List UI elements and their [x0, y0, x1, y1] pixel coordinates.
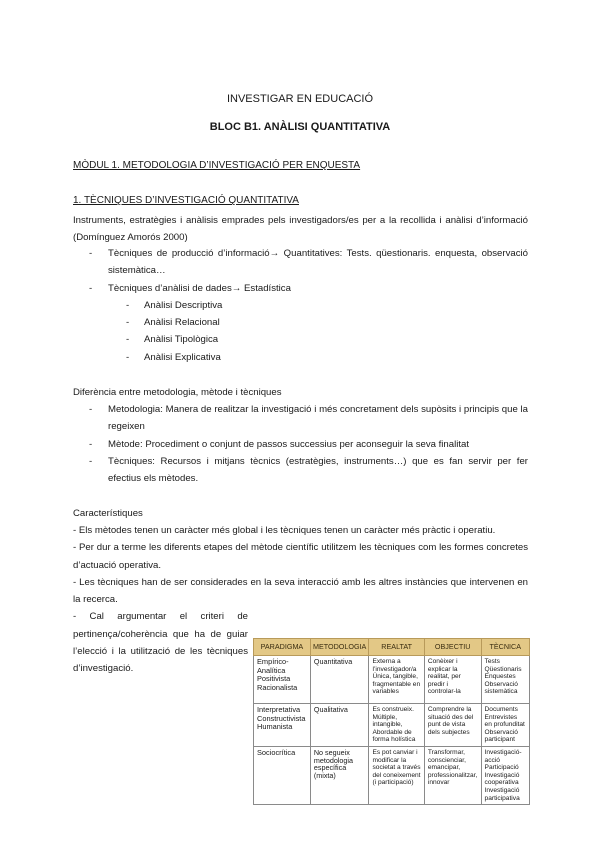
- table-cell: Tests Qüestionaris Enquestes Observació sistemàtica: [481, 656, 529, 704]
- table-cell: Quantitativa: [310, 656, 369, 704]
- difference-list: [73, 401, 528, 487]
- table-row: [254, 656, 530, 704]
- paradigm-table: [253, 638, 530, 805]
- table-cell: Documents Entrevistes en profunditat Observació participant: [481, 704, 529, 747]
- difference-heading: Diferència entre metodologia, mètode i tècniques: [73, 387, 282, 398]
- list-item: - Tècniques d’anàlisi de dades→ Estadística: [89, 282, 291, 294]
- section-intro: Instruments, estratègies i anàlisis emprades pels investigadors/es per a la recollida i anàlisi d’informació (Domínguez Amorós 2000): [73, 215, 528, 244]
- table-cell: Interpretativa Constructivista Humanista: [254, 704, 311, 747]
- table-cell: Es pot canviar i modificar la societat a través del coneixement (i participació): [369, 746, 424, 804]
- document-title: INVESTIGAR EN EDUCACIÓ: [226, 93, 374, 105]
- table-row: [254, 746, 530, 804]
- table-cell: Externa a l’investigador/a Única, tangible, fragmentable en variables: [369, 656, 424, 704]
- table-cell: Conèixer i explicar la realitat, per predir i controlar-la: [424, 656, 481, 704]
- table-cell: Investigació-acció Participació Investigació cooperativa Investigació participativa: [481, 746, 529, 804]
- table-row: [254, 704, 530, 747]
- table-header: REALTAT: [369, 639, 424, 656]
- table-header: OBJECTIU: [424, 639, 481, 656]
- sub-list-item: - Anàlisi Tipològica: [126, 334, 219, 346]
- section-heading: 1. TÈCNIQUES D’INVESTIGACIÓ QUANTITATIVA: [73, 195, 299, 206]
- techniques-list: [73, 245, 528, 366]
- table-cell: Comprendre la situació des del punt de vista dels subjectes: [424, 704, 481, 747]
- list-item: - Cal argumentar el criteri de pertinença/coherència que ha de guiar l’elecció i la utilització de les tècniques d’investigació.: [73, 611, 248, 675]
- table-cell: Sociocrítica: [254, 746, 311, 804]
- table-header: TÈCNICA: [481, 639, 529, 656]
- table-cell: Empírico-Analítica Positivista Racionalista: [254, 656, 311, 704]
- table-header: METODOLOGIA: [310, 639, 369, 656]
- table-cell: Transformar, conscienciar, emancipar, professionalitzar, innovar: [424, 746, 481, 804]
- list-item: - Tècniques de producció d’informació→ Quantitatives: Tests. qüestionaris. enquesta, observació sistemàtica…: [89, 248, 528, 277]
- list-item: - Els mètodes tenen un caràcter més global i les tècniques tenen un caràcter més pràctic i operatiu.: [73, 525, 496, 536]
- module-heading: MÒDUL 1. METODOLOGIA D’INVESTIGACIÓ PER ENQUESTA: [73, 160, 361, 171]
- table-cell: No segueix metodologia específica (mixta): [310, 746, 369, 804]
- table-header-row: [254, 639, 530, 656]
- list-item: - Mètode: Procediment o conjunt de passos successius per aconseguir la seva finalitat: [89, 438, 470, 450]
- sub-list-item: - Anàlisi Explicativa: [126, 351, 221, 363]
- list-item: - Metodologia: Manera de realitzar la investigació i més concretament dels supòsits i principis que la regeixen: [89, 404, 528, 433]
- table-cell: Es construeix. Múltiple, intangible, Abordable de forma holística: [369, 704, 424, 747]
- bloc-title: BLOC B1. ANÀLISI QUANTITATIVA: [209, 121, 391, 133]
- table-header: PARADIGMA: [254, 639, 311, 656]
- sub-list-item: - Anàlisi Descriptiva: [126, 299, 223, 311]
- list-item: - Les tècniques han de ser considerades en la seva interacció amb les altres instàncies que intervenen en la recerca.: [73, 576, 528, 606]
- list-item: - Per dur a terme les diferents etapes del mètode científic utilitzem les tècniques com les formes concretes d’actuació operativa.: [73, 542, 528, 571]
- characteristics-heading: Característiques: [73, 508, 143, 519]
- table-cell: Qualitativa: [310, 704, 369, 747]
- list-item: - Tècniques: Recursos i mitjans tècnics (estratègies, instruments…) que es fan servir per fer efectius els mètodes.: [89, 455, 528, 485]
- sub-list-item: - Anàlisi Relacional: [126, 317, 220, 329]
